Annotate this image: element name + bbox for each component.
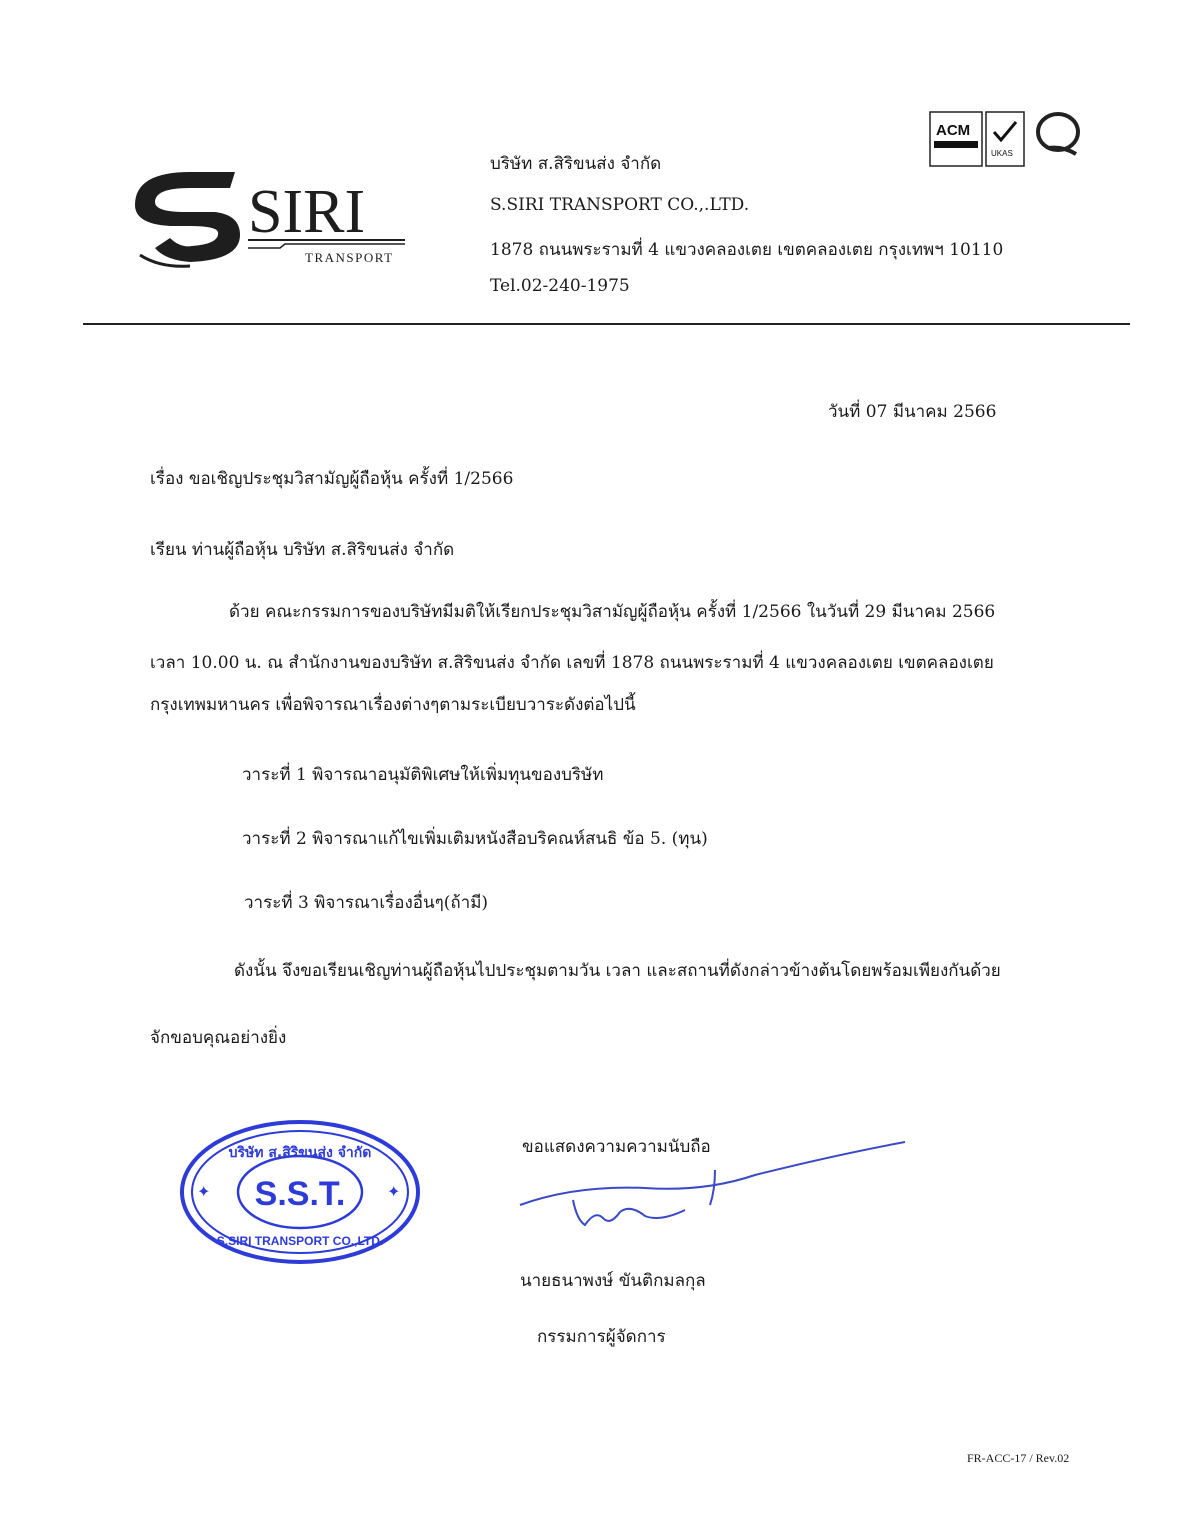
closing-line: ดังนั้น จึงขอเรียนเชิญท่านผู้ถือหุ้นไปประชุมตามวัน เวลา และสถานที่ดังกล่าวข้างต้นโดยพร้อมเพียงกันด้วย <box>234 961 1001 981</box>
checkmark-icon <box>994 122 1016 140</box>
siri-transport-logo <box>130 160 420 270</box>
company-stamp <box>175 1115 425 1270</box>
letter-date: วันที่ 07 มีนาคม 2566 <box>828 402 997 422</box>
agenda-item: วาระที่ 2 พิจารณาแก้ไขเพิ่มเติมหนังสือบริคณห์สนธิ ข้อ 5. (ทุน) <box>242 829 708 849</box>
company-name-english: S.SIRI TRANSPORT CO.,.LTD. <box>490 195 750 215</box>
closing-thanks: จักขอบคุณอย่างยิ่ง <box>150 1028 287 1048</box>
certification-logos <box>928 110 1098 180</box>
letter-subject: เรื่อง ขอเชิญประชุมวิสามัญผู้ถือหุ้น ครั้งที่ 1/2566 <box>150 469 514 489</box>
ukas-label: UKAS <box>991 149 1013 158</box>
acm-label: ACM <box>936 122 971 139</box>
agenda-item: วาระที่ 3 พิจารณาเรื่องอื่นๆ(ถ้ามี) <box>244 893 489 913</box>
regards-line: ขอแสดงความความนับถือ <box>522 1137 711 1157</box>
stamp-top-text: บริษัท ส.สิริขนส่ง จำกัด <box>228 1145 372 1161</box>
header-divider <box>83 323 1130 325</box>
agenda-item: วาระที่ 1 พิจารณาอนุมัติพิเศษให้เพิ่มทุนของบริษัท <box>242 765 604 785</box>
body-line: ด้วย คณะกรรมการของบริษัทมีมติให้เรียกประชุมวิสามัญผู้ถือหุ้น ครั้งที่ 1/2566 ในวันที่ 29 มีนาคม 2566 <box>229 602 996 622</box>
handwritten-signature <box>515 1130 915 1240</box>
stamp-center-text: S.S.T. <box>254 1175 346 1213</box>
stamp-bottom-text: S.SIRI TRANSPORT CO.,LTD. <box>216 1234 384 1248</box>
company-name-thai: บริษัท ส.สิริขนส่ง จำกัด <box>490 154 662 174</box>
star-icon: ✦ <box>197 1182 211 1201</box>
signer-title: กรรมการผู้จัดการ <box>537 1327 666 1347</box>
form-code: FR-ACC-17 / Rev.02 <box>967 1451 1070 1465</box>
signer-name: นายธนาพงษ์ ขันติกมลกุล <box>520 1271 706 1291</box>
company-address: 1878 ถนนพระรามที่ 4 แขวงคลองเตย เขตคลองเตย กรุงเทพฯ 10110 <box>490 240 1004 260</box>
company-telephone: Tel.02-240-1975 <box>490 276 630 296</box>
body-line: เวลา 10.00 น. ณ สำนักงานของบริษัท ส.สิริขนส่ง จำกัด เลขที่ 1878 ถนนพระรามที่ 4 แขวงคลองเตย เขตคลองเตย <box>150 653 994 673</box>
star-icon: ✦ <box>387 1182 401 1201</box>
body-line: กรุงเทพมหานคร เพื่อพิจารณาเรื่องต่างๆตามระเบียบวาระดังต่อไปนี้ <box>150 695 636 715</box>
logo-subtext: TRANSPORT <box>305 250 394 265</box>
letter-salutation: เรียน ท่านผู้ถือหุ้น บริษัท ส.สิริขนส่ง จำกัด <box>150 540 455 560</box>
quality-q-icon <box>1038 114 1078 150</box>
logo-text: SIRI <box>248 178 366 246</box>
